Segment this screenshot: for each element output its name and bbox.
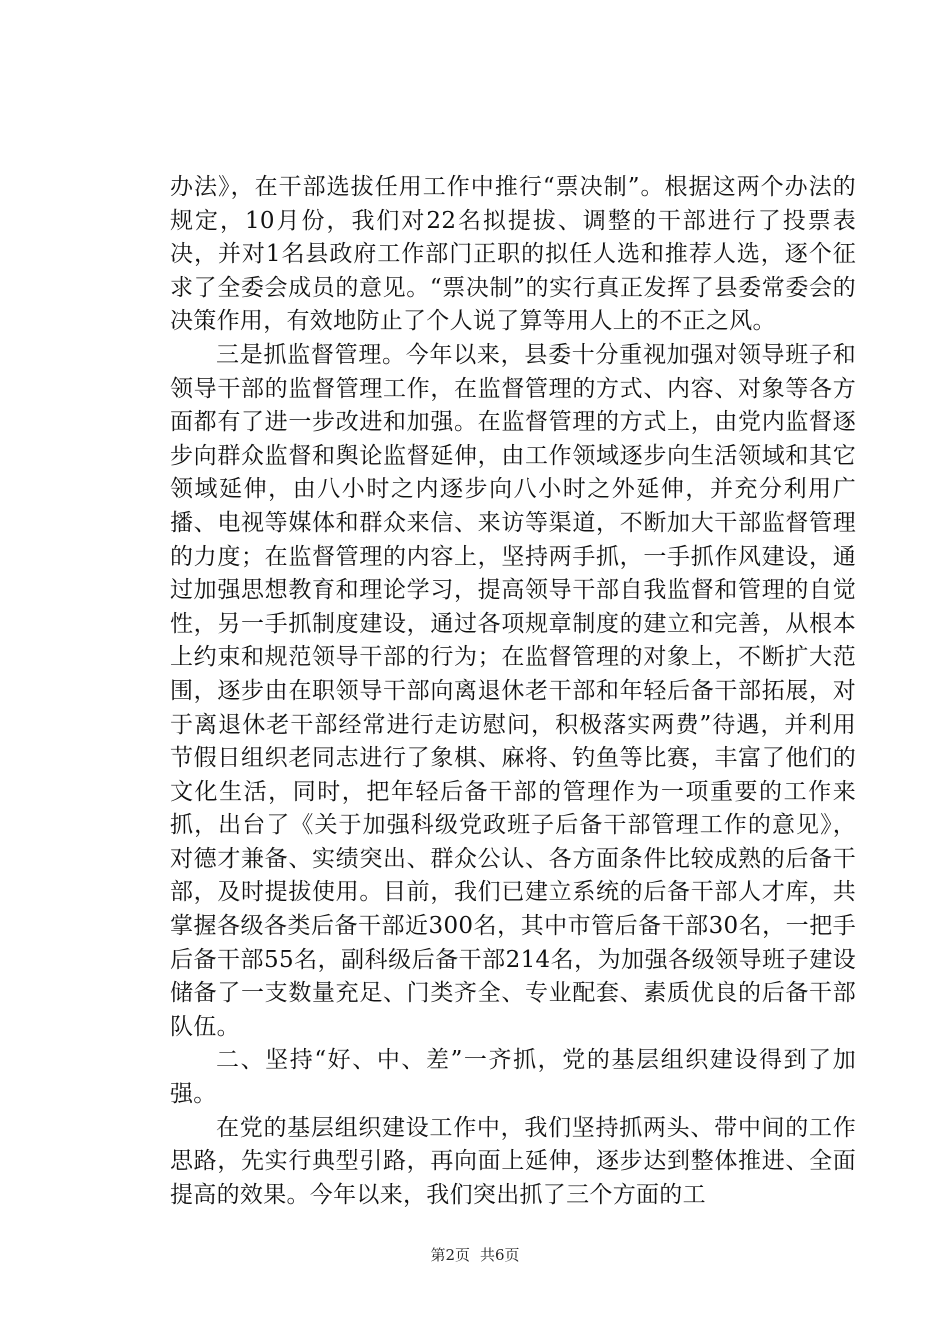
paragraph-grassroots: 在党的基层组织建设工作中，我们坚持抓两头、带中间的工作思路，先实行典型引路，再向面上延伸，逐步达到整体推进、全面提高的效果。今年以来，我们突出抓了三个方面的工: [170, 1114, 856, 1208]
paragraph-continuation: 办法》，在干部选拔任用工作中推行“票决制”。根据这两个办法的规定，10月份，我们对22名拟提拔、调整的干部进行了投票表决，并对1名县政府工作部门正职的拟任人选和推荐人选，逐个征求了全委会成员的意见。“票决制”的实行真正发挥了县委常委会的决策作用，有效地防止了个人说了算等用人上的不正之风。: [170, 174, 856, 335]
page-number-current: 第2页: [430, 1246, 470, 1264]
body-text: [170, 171, 856, 1212]
page-footer: [0, 1245, 950, 1265]
section-heading-grassroots: 二、坚持“好、中、差”一齐抓，党的基层组织建设得到了加强。: [170, 1047, 856, 1108]
page-number-total: 共6页: [480, 1246, 520, 1264]
paragraph-supervision: 三是抓监督管理。今年以来，县委十分重视加强对领导班子和领导干部的监督管理工作，在监督管理的方式、内容、对象等各方面都有了进一步改进和加强。在监督管理的方式上，由党内监督逐步向群众监督和舆论监督延伸，由工作领域逐步向生活领域和其它领域延伸，由八小时之内逐步向八小时之外延伸，并充分利用广播、电视等媒体和群众来信、来访等渠道，不断加大干部监督管理的力度；在监督管理的内容上，坚持两手抓，一手抓作风建设，通过加强思想教育和理论学习，提高领导干部自我监督和管理的自觉性，另一手抓制度建设，通过各项规章制度的建立和完善，从根本上约束和规范领导干部的行为；在监督管理的对象上，不断扩大范围，逐步由在职领导干部向离退休老干部和年轻后备干部拓展，对于离退休老干部经常进行走访慰问，积极落实两费”待遇，并利用节假日组织老同志进行了象棋、麻将、钓鱼等比赛，丰富了他们的文化生活，同时，把年轻后备干部的管理作为一项重要的工作来抓，出台了《关于加强科级党政班子后备干部管理工作的意见》，对德才兼备、实绩突出、群众公认、各方面条件比较成熟的后备干部，及时提拔使用。目前，我们已建立系统的后备干部人才库，共掌握各级各类后备干部近300名，其中市管后备干部30名，一把手后备干部55名，副科级后备干部214名，为加强各级领导班子建设储备了一支数量充足、门类齐全、专业配套、素质优良的后备干部队伍。: [170, 341, 856, 1040]
